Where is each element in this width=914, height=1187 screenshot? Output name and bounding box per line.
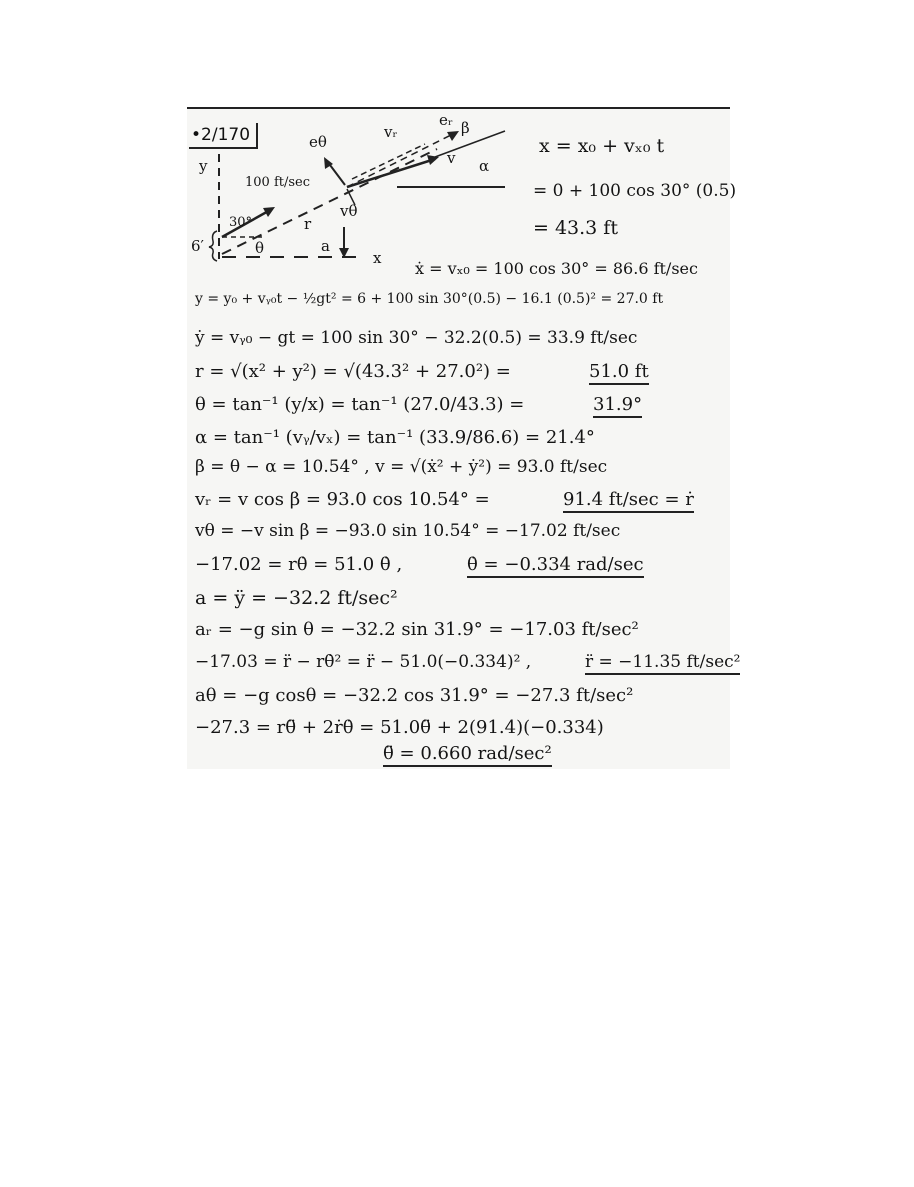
theta-label: θ <box>255 239 265 257</box>
theta-equation: θ = tan⁻¹ (y/x) = tan⁻¹ (27.0/43.3) = <box>195 394 525 415</box>
scanned-solution-page <box>187 107 741 769</box>
alpha-equation: α = tan⁻¹ (vᵧ/vₓ) = tan⁻¹ (33.9/86.6) = 21.4° <box>195 427 595 448</box>
vr-result: 91.4 ft/sec = ṙ <box>563 489 694 513</box>
y-axis-label: y <box>199 157 208 175</box>
rddot-result: r̈ = −11.35 ft/sec² <box>585 652 740 675</box>
ar-equation: aᵣ = −g sin θ = −32.2 sin 31.9° = −17.03 ft/sec² <box>195 619 639 640</box>
height-label: 6′ <box>191 237 204 255</box>
e-r-direction <box>347 133 455 187</box>
rddot-equation: −17.03 = r̈ − rθ̇² = r̈ − 51.0(−0.334)² , <box>195 652 532 672</box>
y-equation: y = y₀ + vᵧ₀t − ½gt² = 6 + 100 sin 30°(0.5) − 16.1 (0.5)² = 27.0 ft <box>195 291 664 307</box>
thetadot-result: θ̇ = −0.334 rad/sec <box>467 554 644 578</box>
thetaddot-equation: −27.3 = rθ̈ + 2ṙθ̇ = 51.0θ̈ + 2(91.4)(−0.334) <box>195 717 604 738</box>
alpha-label: α <box>479 157 490 175</box>
vtheta-equation: vθ = −v sin β = −93.0 sin 10.54° = −17.02 ft/sec <box>195 521 621 541</box>
r-result: 51.0 ft <box>589 361 649 385</box>
e-theta-label: eθ <box>309 133 327 151</box>
x-axis-label: x <box>373 249 382 267</box>
v-label: v <box>447 149 456 167</box>
v-theta-label: vθ <box>340 202 358 220</box>
beta-reference-line <box>435 131 505 157</box>
v-r-label: vᵣ <box>384 123 398 141</box>
x-result: = 43.3 ft <box>533 217 618 239</box>
e-r-label: eᵣ <box>439 111 454 129</box>
x-equation: x = x₀ + vₓ₀ t <box>539 135 665 157</box>
ydot-equation: ẏ = vᵧ₀ − gt = 100 sin 30° − 32.2(0.5) = 33.9 ft/sec <box>195 328 638 348</box>
beta-equation: β = θ − α = 10.54° , v = √(ẋ² + ẏ²) = 93.0 ft/sec <box>195 457 608 477</box>
velocity-vector <box>347 159 435 187</box>
beta-label: β <box>461 119 470 137</box>
angle-label: 30° <box>229 215 253 230</box>
thetaddot-result: θ̈ = 0.660 rad/sec² <box>383 743 552 767</box>
x-substitution: = 0 + 100 cos 30° (0.5) <box>533 181 737 201</box>
atheta-equation: aθ = −g cosθ = −32.2 cos 31.9° = −27.3 ft/sec² <box>195 685 634 706</box>
thetadot-equation: −17.02 = rθ̇ = 51.0 θ̇ , <box>195 554 403 575</box>
r-label: r <box>304 215 312 233</box>
r-equation: r = √(x² + y²) = √(43.3² + 27.0²) = <box>195 361 511 382</box>
xdot-equation: ẋ = vₓ₀ = 100 cos 30° = 86.6 ft/sec <box>415 259 698 278</box>
a-label: a <box>321 237 330 255</box>
a-equation: a = ÿ = −32.2 ft/sec² <box>195 587 398 609</box>
problem-number: •2/170 <box>189 123 258 149</box>
speed-label: 100 ft/sec <box>245 175 311 190</box>
height-brace <box>209 231 217 261</box>
theta-result: 31.9° <box>593 394 642 418</box>
vr-equation: vᵣ = v cos β = 93.0 cos 10.54° = <box>195 489 490 510</box>
